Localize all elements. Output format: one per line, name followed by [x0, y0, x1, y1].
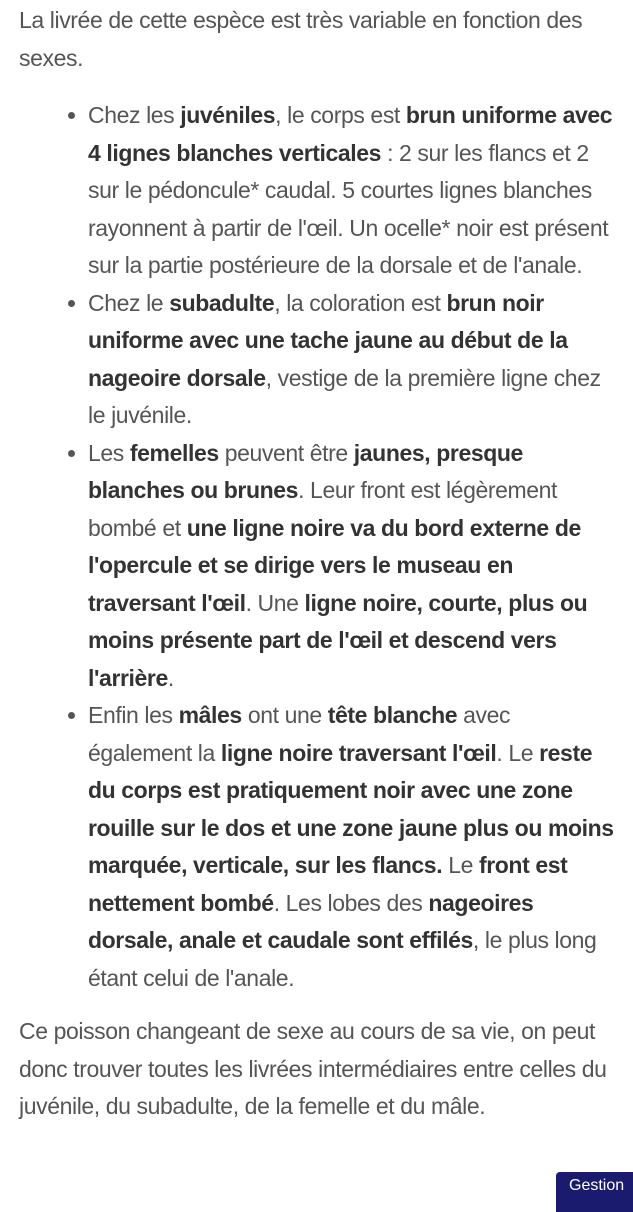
body-text: peuvent être	[218, 439, 354, 466]
body-text: ont une	[241, 702, 328, 728]
body-text: . Leur front est légèrement bombé et	[88, 477, 558, 541]
body-text: . Les lobes des	[273, 889, 429, 916]
body-text: , le plus long étant celui de l'anale.	[88, 927, 597, 991]
list-item-males	[88, 697, 619, 997]
body-text: , le corps est	[275, 102, 406, 128]
highlighted-text: subadulte	[169, 289, 275, 316]
highlighted-text: brun uniforme avec 4 lignes blanches verticales	[88, 102, 613, 166]
highlighted-text: ligne noire, courte, plus ou moins présente part de l'œil et descend vers l'arrière	[88, 589, 588, 691]
gestion-button[interactable]: Gestion	[556, 1172, 633, 1212]
highlighted-text: tête blanche	[327, 702, 458, 728]
highlighted-text: une ligne noire va du bord externe de l'opercule et se dirige vers le museau en traversant l'œil	[88, 514, 581, 616]
highlighted-text: ligne noire traversant l'œil	[220, 739, 497, 766]
highlighted-text: brun noir uniforme avec une tache jaune au début de la nageoire dorsale	[88, 289, 568, 391]
article-content	[19, 2, 619, 1126]
highlighted-text: reste du corps est pratiquement noir avec une zone rouille sur le dos et une zone jaune plus ou moins marquée, verticale, sur les flancs.	[88, 739, 614, 878]
highlighted-text: front est nettement bombé	[88, 852, 568, 916]
body-text: , la coloration est	[274, 289, 447, 316]
body-text: . Une	[245, 589, 305, 616]
body-text: , vestige de la première ligne chez le juvénile.	[88, 364, 601, 428]
highlighted-text: nageoires dorsale, anale et caudale sont effilés	[88, 889, 534, 953]
highlighted-text: femelles	[129, 439, 219, 466]
body-text: avec également la	[88, 702, 511, 766]
list-item-subadulte	[88, 285, 619, 435]
livree-list	[19, 97, 619, 997]
highlighted-text: jaunes, presque blanches ou brunes	[88, 439, 523, 503]
outro-paragraph: Ce poisson changeant de sexe au cours de sa vie, on peut donc trouver toutes les livrées intermédiaires entre celles du juvénile, du subadulte, de la femelle et du mâle.	[19, 1018, 607, 1119]
list-item-femelles	[88, 435, 619, 698]
body-text: Le	[442, 852, 479, 878]
list-item-juveniles	[88, 97, 619, 285]
body-text: Les	[88, 439, 130, 466]
highlighted-text: mâles	[178, 702, 242, 728]
body-text: : 2 sur les flancs et 2 sur le pédoncule* caudal. 5 courtes lignes blanches rayonnent à partir de l'œil. Un ocelle* noir est présent sur la partie postérieure de la dorsale et de l'anale.	[88, 139, 609, 278]
body-text: Enfin les	[88, 702, 179, 728]
body-text: . Le	[496, 739, 540, 766]
body-text: .	[167, 664, 174, 691]
intro-paragraph: La livrée de cette espèce est très variable en fonction des sexes.	[19, 7, 583, 71]
highlighted-text: juvéniles	[180, 102, 276, 128]
body-text: Chez le	[88, 289, 170, 316]
body-text: Chez les	[88, 102, 181, 128]
